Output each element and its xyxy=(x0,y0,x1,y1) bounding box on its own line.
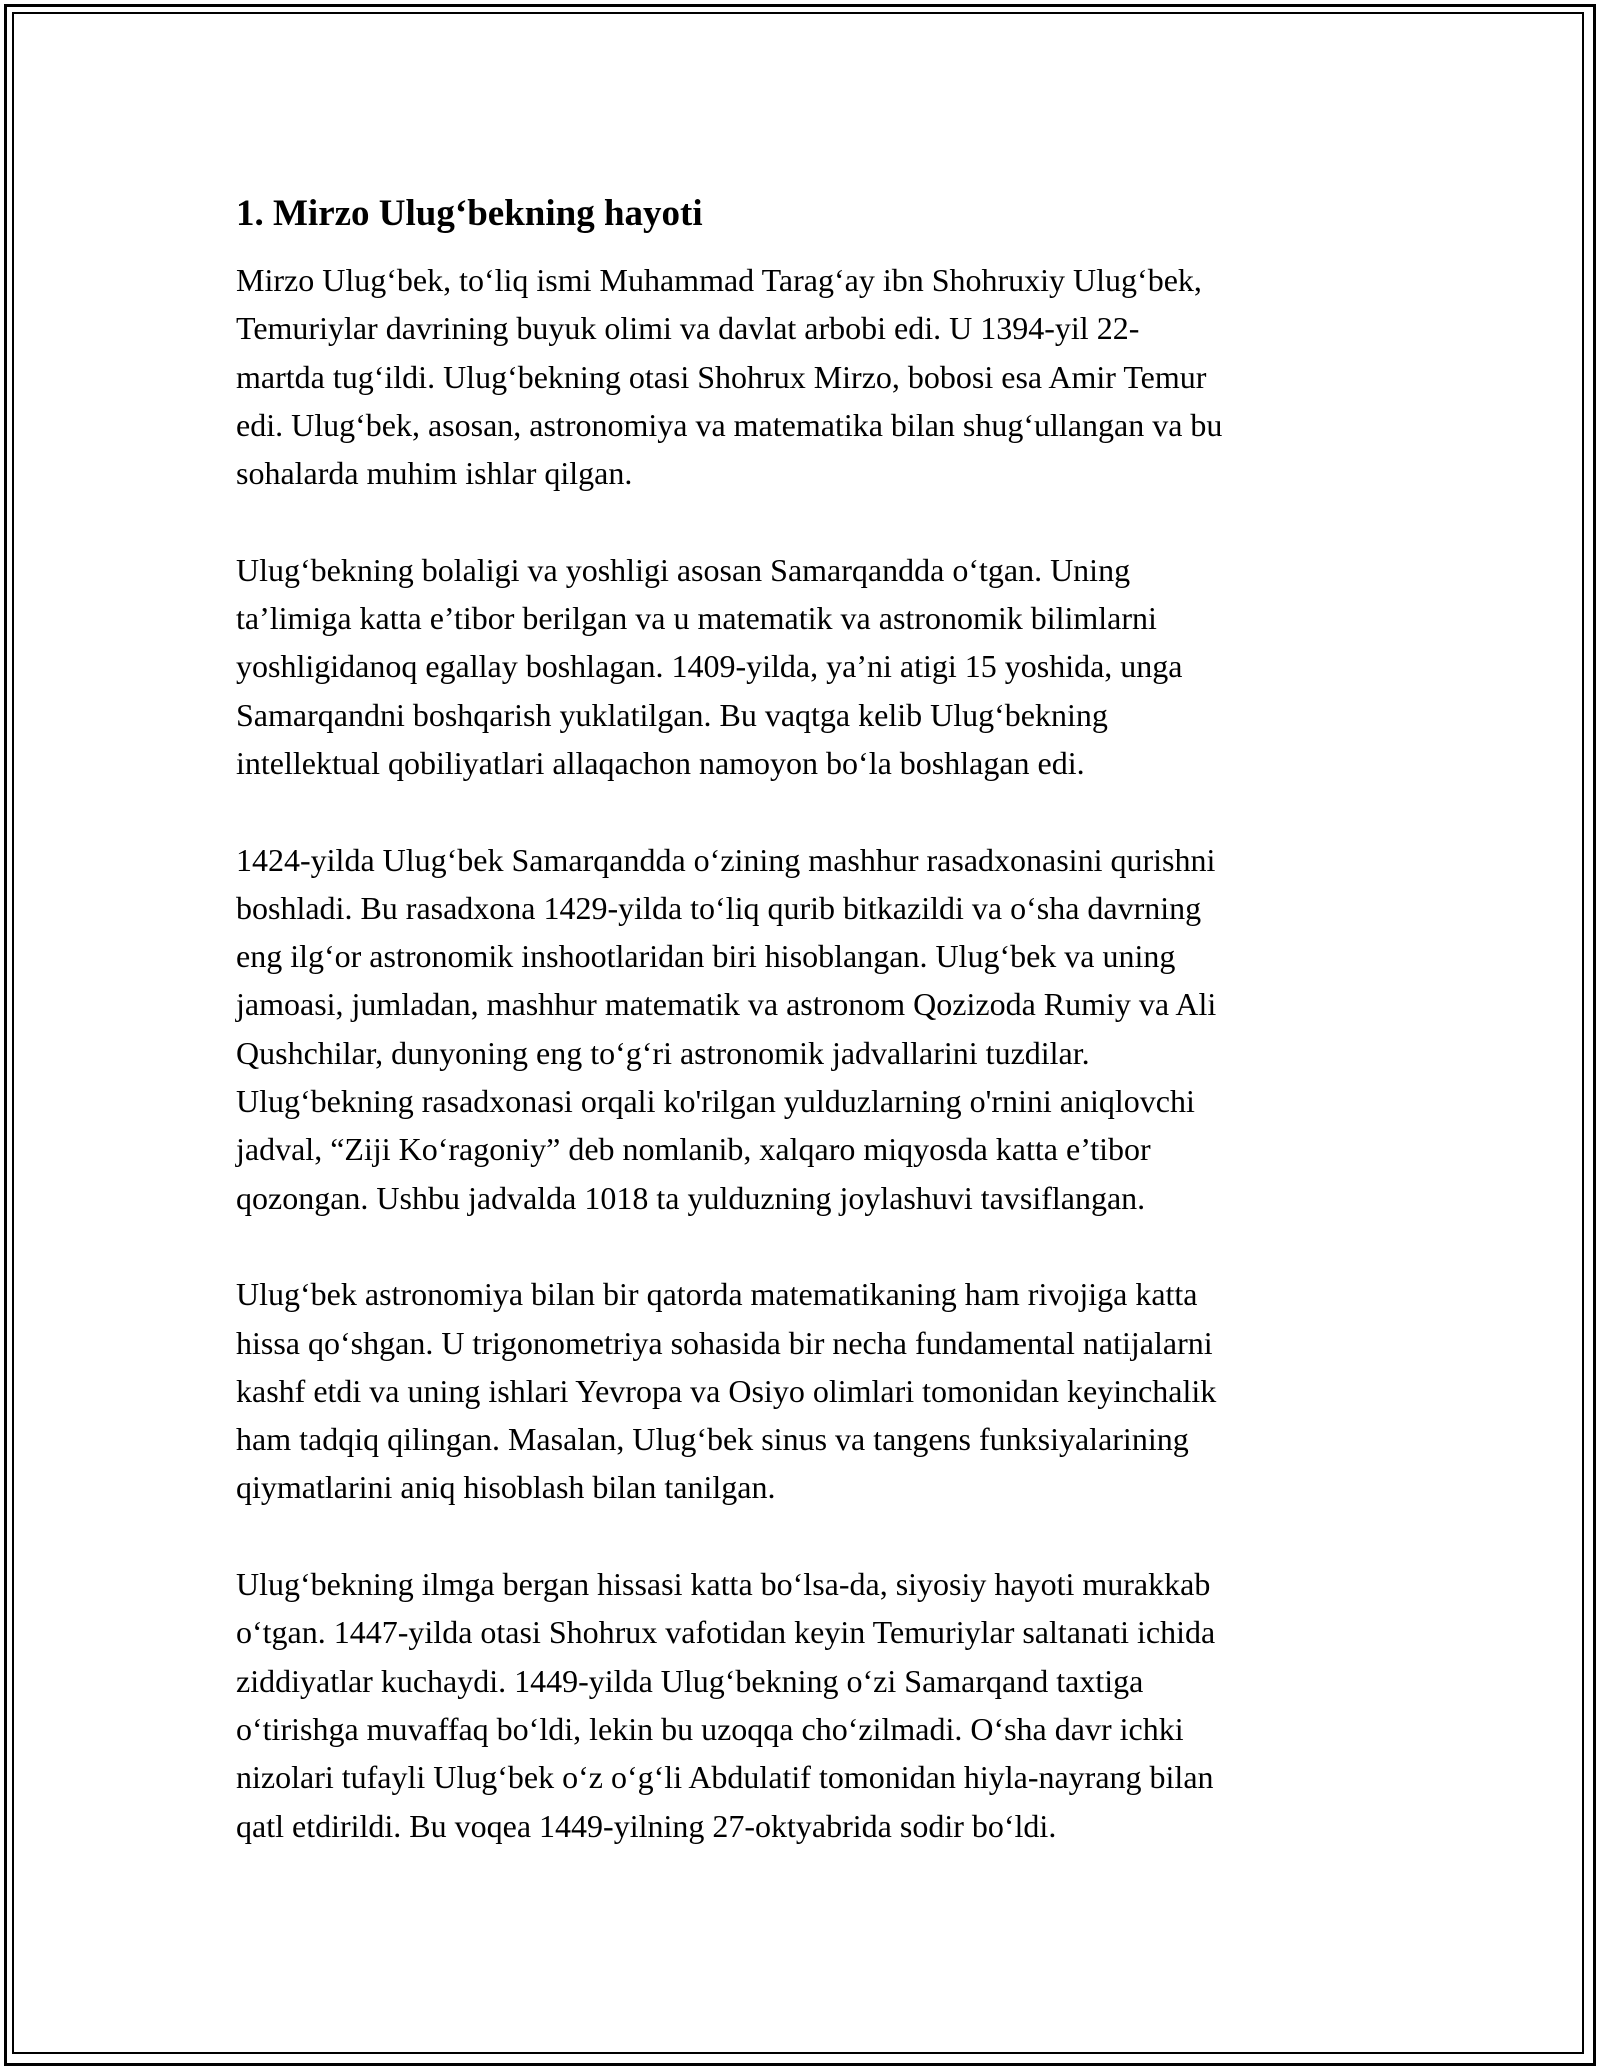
document-body xyxy=(236,186,1376,1898)
paragraph-observatory: 1424-yilda Ulug‘bek Samarqandda o‘zining mashhur rasadxonasini qurishni boshladi. Bu rasadxona 1429-yilda to‘liq qurib bitkazildi va o‘sha davrning eng ilg‘or astronomik inshootlaridan biri hisoblangan. Ulug‘bek va uning jamoasi, jumladan, mashhur matematik va astronom Qozizoda Rumiy va Ali Qushchilar, dunyoning eng to‘g‘ri astronomik jadvallarini tuzdilar. Ulug‘bekning rasadxonasi orqali ko'rilgan yulduzlarning o'rnini aniqlovchi jadval, “Ziji Ko‘ragoniy” deb nomlanib, xalqaro miqyosda katta e’tibor qozongan. Ushbu jadvalda 1018 ta yulduzning joylashuvi tavsiflangan. xyxy=(236,841,1217,1216)
paragraph-political-life: Ulug‘bekning ilmga bergan hissasi katta bo‘lsa-da, siyosiy hayoti murakkab o‘tgan. 1447-yilda otasi Shohrux vafotidan keyin Temuriylar saltanati ichida ziddiyatlar kuchaydi. 1449-yilda Ulug‘bekning o‘zi Samarqand taxtiga o‘tirishga muvaffaq bo‘ldi, lekin bu uzoqqa cho‘zilmadi. O‘sha davr ichki nizolari tufayli Ulug‘bek o‘z o‘g‘li Abdulatif tomonidan hiyla-nayrang bilan qatl etdirildi. Bu voqea 1449-yilning 27-oktyabrida sodir bo‘ldi. xyxy=(236,1566,1216,1844)
section-title: 1. Mirzo Ulug‘bekning hayoti xyxy=(236,193,703,234)
paragraph-biography-intro: Mirzo Ulug‘bek, to‘liq ismi Muhammad Tarag‘ay ibn Shohruxiy Ulug‘bek, Temuriylar davrining buyuk olimi va davlat arbobi edi. U 1394-yil 22- martda tug‘ildi. Ulug‘bekning otasi Shohrux Mirzo, bobosi esa Amir Temur edi. Ulug‘bek, asosan, astronomiya va matematika bilan shug‘ullangan va bu sohalarda muhim ishlar qilgan. xyxy=(236,262,1223,492)
paragraph-mathematics: Ulug‘bek astronomiya bilan bir qatorda matematikaning ham rivojiga katta hissa qo‘shgan. U trigonometriya sohasida bir necha fundamental natijalarni kashf etdi va uning ishlari Yevropa va Osiyo olimlari tomonidan keyinchalik ham tadqiq qilingan. Masalan, Ulug‘bek sinus va tangens funksiyalarining qiymatlarini aniq hisoblash bilan tanilgan. xyxy=(236,1276,1217,1506)
paragraph-childhood: Ulug‘bekning bolaligi va yoshligi asosan Samarqandda o‘tgan. Uning ta’limiga katta e’tibor berilgan va u matematik va astronomik bilimlarni yoshligidanoq egallay boshlagan. 1409-yilda, ya’ni atigi 15 yoshida, unga Samarqandni boshqarish yuklatilgan. Bu vaqtga kelib Ulug‘bekning intellektual qobiliyatlari allaqachon namoyon bo‘la boshlagan edi. xyxy=(236,551,1183,781)
